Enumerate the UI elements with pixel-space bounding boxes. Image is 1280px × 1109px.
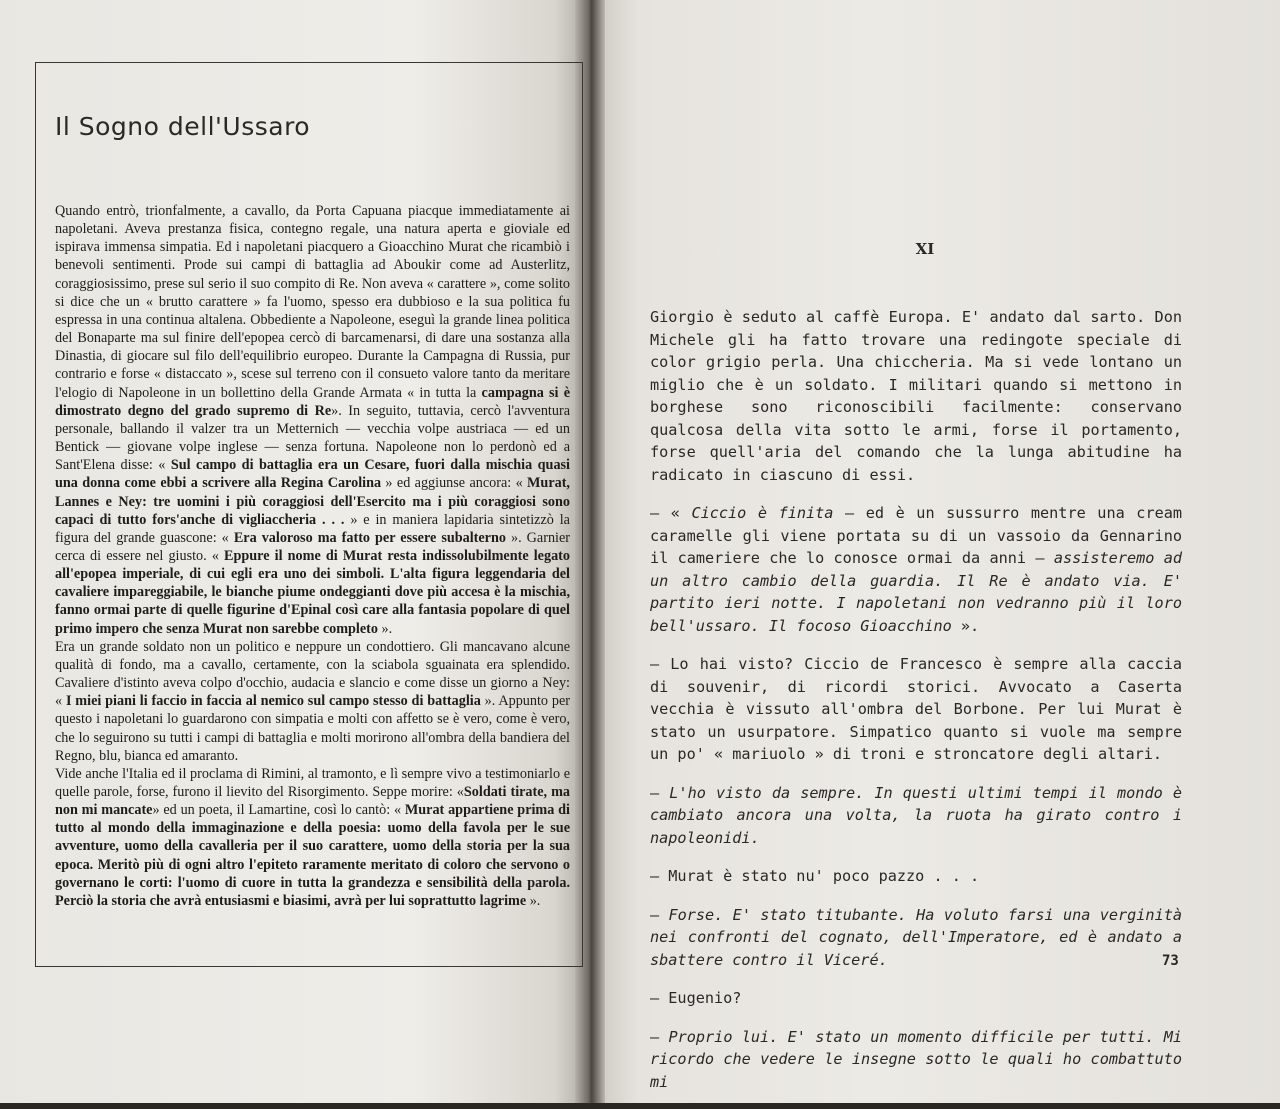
bold-quote: I miei piani li faccio in faccia al nemico sul campo stesso di battaglia: [65, 693, 481, 710]
text-run: —: [650, 783, 670, 802]
paragraph: [650, 653, 1182, 766]
italic-speech: Ciccio è finita: [691, 504, 834, 522]
page-number: 73: [1162, 953, 1179, 969]
text-run: — ed è un sussurro mentre una cream caramelle gli viene portata su di un vassoio da Gennarino il cameriere che lo conosce ormai da anni —: [650, 504, 1183, 567]
text-run: » ed un poeta, il Lamartine, così lo cantò: «: [152, 802, 405, 819]
bold-quote: Eppure il nome di Murat resta indissolubilmente legato all'epopea imperiale, di cui egli era uno dei simboli. L'alta figura leggendaria del cavaliere impareggiabile, le bianche piume ondeggianti dove più accesa è la mischia, fanno ormai parte di quelle figurine d'Epinal così care alla fantasia popolare di quel primo impero che senza Murat non sarebbe completo: [55, 547, 570, 637]
paragraph: [650, 306, 1182, 486]
text-run: ».: [526, 892, 541, 909]
italic-speech: Proprio lui. E' stato un momento difficile per tutti. Mi ricordo che vedere le insegne sotto le quali ho combattuto mi: [650, 1027, 1182, 1091]
paragraph: [650, 865, 1182, 888]
text-run: ». Appunto per questo i napoletani lo guardarono con simpatia e molti con affetto se è vero, come è vero, che lo seguirono su tutti i campi di battaglia e molti morirono all'ombra della bandiera del Regno, blu, bianca ed amaranto.: [55, 693, 570, 764]
text-run: ».: [951, 616, 980, 635]
text-run: — «: [650, 504, 692, 522]
text-run: —: [650, 1027, 669, 1046]
text-run: —: [650, 905, 669, 924]
left-page-body: [55, 202, 570, 942]
text-run: ». In seguito, tuttavia, cercò l'avventura personale, ballando il valzer tra un Metternich — vecchia volpe austriaca — ed un Bentick — giovane volpe inglese — senza fortuna. Napoleone non lo perdonò ed a Sant'Elena disse: «: [55, 402, 570, 474]
paragraph: [650, 782, 1182, 850]
paragraph: [55, 765, 570, 910]
paragraph: [650, 502, 1182, 637]
paragraph: [650, 987, 1182, 1010]
text-run: Era un grande soldato non un politico e neppure un condottiero. Gli mancavano alcune qualità di fondo, ma a cavallo, certamente, con la sciabola sguainata era splendido. Cavaliere d'istinto aveva colpo d'occhio, audacia e slancio e come disse un giorno a Ney: «: [55, 638, 570, 710]
chapter-heading: XI: [915, 240, 935, 258]
italic-speech: L'ho visto da sempre. In questi ultimi tempi il mondo è cambiato ancora una volta, la ruota ha girato contro i napoleonidi.: [650, 783, 1182, 847]
bold-quote: Sul campo di battaglia era un Cesare, fuori dalla mischia quasi una donna come ebbi a scrivere alla Regina Carolina: [55, 457, 570, 492]
text-run: » e in maniera lapidaria sintetizzò la figura del grande guascone: «: [55, 511, 570, 546]
bold-quote: Soldati tirate, ma non mi mancate: [55, 784, 570, 819]
italic-speech: assisteremo ad un altro cambio della guardia. Il Re è andato via. E' partito ieri notte. I napoletani non vedranno più il loro bell'ussaro. Il focoso Gioacchino: [650, 549, 1182, 635]
left-page-title: Il Sogno dell'Ussaro: [55, 112, 311, 141]
bold-quote: campagna si è dimostrato degno del grado supremo di Re: [55, 384, 570, 419]
text-run: ».: [378, 620, 393, 637]
text-run: — Murat è stato nu' poco pazzo . . .: [650, 867, 980, 885]
text-run: — Eugenio?: [650, 989, 742, 1007]
italic-speech: Forse. E' stato titubante. Ha voluto farsi una verginità nei confronti del cognato, dell'Imperatore, ed è andato a sbattere contro il Viceré.: [650, 905, 1183, 969]
right-page-body: [650, 306, 1182, 1093]
right-page-column: [650, 240, 1182, 1109]
text-run: Giorgio è seduto al caffè Europa. E' andato dal sarto. Don Michele gli ha fatto trovare una redingote speciale di color grigio perla. Una chiccheria. Ma si vede lontano un miglio che è un soldato. I militari quando si mettono in borghese sono riconoscibili facilmente: conservano qualcosa della vita sotto le armi, forse il portamento, forse quell'aria del comando che la lunga abitudine ha radicato in ciascuno di essi.: [650, 308, 1182, 484]
text-run: » ed aggiunse ancora: «: [381, 475, 528, 492]
bold-quote: Murat appartiene prima di tutto al mondo della immaginazione e della poesia: uomo della favola per le sue avventure, uomo della cavalleria per il suo carattere, uomo della storia per la sua epoca. Meritò più di ogni altro l'epiteto raramente meritato di coloro che servono o governano le corti: l'uomo di cuore in tutta la grandezza e sensibilità della parola. Perciò la storia che avrà entusiasmi e biasimi, avrà per lui soprattutto lagrime: [55, 802, 570, 909]
bold-quote: Era valoroso ma fatto per essere subalterno: [233, 529, 506, 546]
text-run: Vide anche l'Italia ed il proclama di Rimini, al tramonto, e lì sempre vivo a testimoniarlo e quelle parole, forse, furono il lievito del Risorgimento. Seppe morire: «: [55, 765, 570, 800]
paragraph: [650, 904, 1182, 972]
text-run: ». Garnier cerca di essere nel giusto. «: [55, 529, 570, 564]
text-run: — Lo hai visto? Ciccio de Francesco è sempre alla caccia di souvenir, di ricordi storici. Avvocato a Caserta vecchia è vissuto all'ombra del Borbone. Per lui Murat è stato un usurpatore. Simpatico quanto si vuole ma sempre un po' « mariuolo » di troni e stroncatore degli altari.: [650, 655, 1182, 763]
bold-quote: Murat, Lannes e Ney: tre uomini i più coraggiosi dell'Esercito ma i più coraggiosi sono capaci di tutto fors'anche di vigliaccheria . . .: [55, 475, 570, 528]
paragraph: [650, 1026, 1182, 1094]
paragraph: [55, 638, 570, 765]
paragraph: [55, 202, 570, 638]
text-run: Quando entrò, trionfalmente, a cavallo, da Porta Capuana piacque immediatamente ai napoletani. Aveva prestanza fisica, contegno regale, una natura aperta e gioviale ed ispirava immensa simpatia. Ed i napoletani piacquero a Gioacchino Murat che ricambiò i benevoli sentimenti. Prode sui campi di battaglia ad Aboukir come ad Austerlitz, coraggiosissimo, prese sul serio il suo compito di Re. Non aveva « carattere », come solito si dice che un « brutto carattere » fa l'uomo, spesso era dubbioso e la sua politica fu espressa in una continua altalena. Obbediente a Napoleone, eseguì la grande linea politica del Bonaparte ma sul finire dell'epopea cercò di barcamenarsi, di dare una sostanza alla Dinastia, di giocare sul filo dell'equilibrio europeo. Durante la Campagna di Russia, pur contrario e forse « distaccato », scese sul terreno con il consueto valore tanto da meritare l'elogio di Napoleone in un bollettino della Grande Armata « in tutta la: [55, 203, 570, 401]
